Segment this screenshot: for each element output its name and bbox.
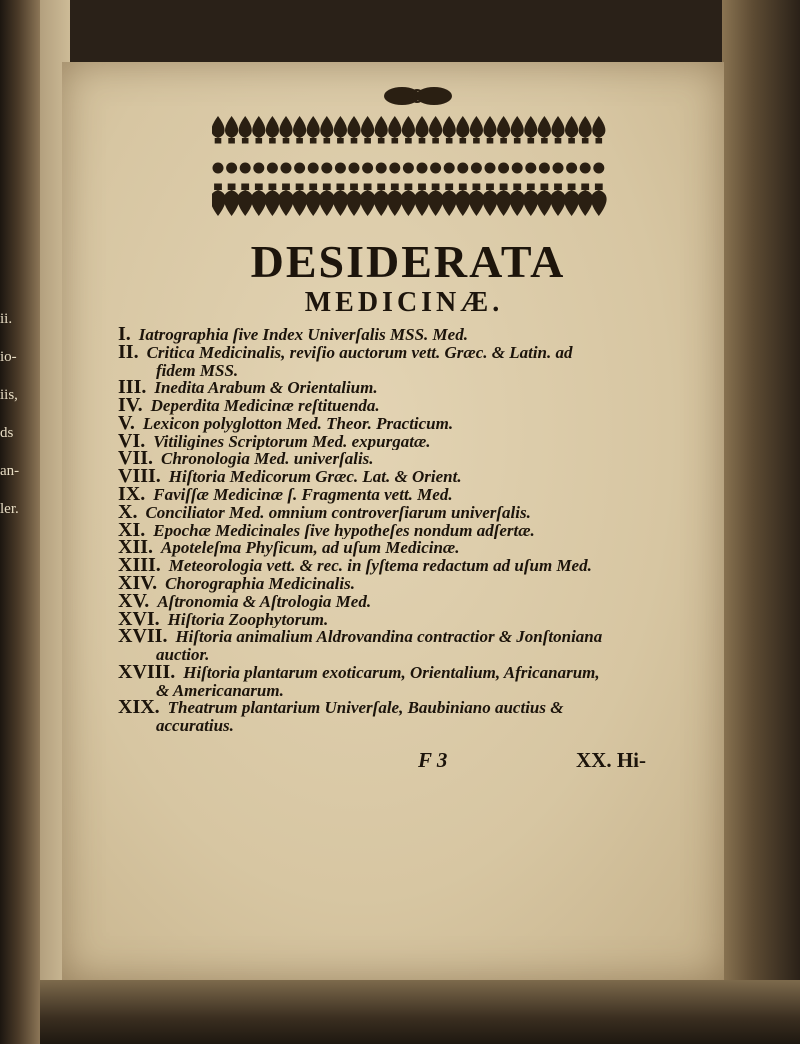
entry-number: II. [118,343,139,362]
ornament-dot-icon [471,163,482,174]
list-item [118,397,678,415]
fleuron-icon [212,184,226,217]
ornament-dot-icon [294,163,305,174]
fleuron-icon [224,184,240,217]
list-item [118,486,678,504]
entry-number: IV. [118,397,143,415]
previous-page-margin-text [0,300,30,528]
ornament-dot-icon [444,163,455,174]
margin-fragment: iis, [0,387,18,403]
fleuron-icon [360,184,376,217]
ornament-dot-icon [553,163,564,174]
ornament-dot-icon [498,163,509,174]
fleuron-icon [523,184,539,217]
fleuron-icon [333,184,349,217]
fleuron-icon [279,116,292,144]
ornament-dot-icon [593,163,604,174]
margin-fragment: ler. [0,501,19,517]
list-item [118,433,678,451]
desiderata-list [118,326,678,735]
fleuron-icon [591,184,607,217]
fleuron-icon [388,116,401,144]
page-title: DESIDERATA [250,236,566,287]
ornament-dot-icon [430,163,441,174]
entry-text: Deperdita Medicinæ reſtituenda. [150,397,380,415]
ornament-dot-icon [281,163,292,174]
fleuron-icon [524,116,537,144]
entry-number: XVI. [118,610,160,629]
margin-fragment: ds [0,425,14,441]
fleuron-icon [347,116,360,144]
entry-text: Vitiligines Scriptorum Med. expurgatæ. [153,432,431,451]
fleuron-icon [293,116,306,144]
fleuron-icon [564,184,580,217]
fleuron-icon [577,184,593,217]
fleuron-icon [239,116,252,144]
entry-number: XVII. [118,628,168,647]
book-edge-right [722,0,800,1044]
list-item [118,664,678,682]
ornament-dot-icon [539,163,550,174]
fleuron-icon [334,116,347,144]
ornament-dot-icon [335,163,346,174]
list-item [118,699,678,717]
fleuron-icon [225,116,238,144]
list-item [118,539,678,557]
ornament-dot-icon [417,163,428,174]
ornament-dot-icon [308,163,319,174]
fleuron-icon [483,116,496,144]
signature-mark: F 3 [418,748,448,772]
ornament-dot-icon [240,163,251,174]
entry-number: III. [118,379,147,398]
fleuron-icon [320,116,333,144]
fleuron-icon [470,116,483,144]
entry-text: Chorographia Medicinalis. [165,574,355,593]
entry-text: Conciliator Med. omnium controverſiarum univerſalis. [145,503,531,522]
margin-fragment: io- [0,349,17,365]
fleuron-icon [592,116,605,144]
entry-number: XIII. [118,557,161,575]
ornament-dot-icon [389,163,400,174]
entry-text: Hiſtoria animalium Aldrovandina contractior & Jonſtoniana [175,628,603,647]
fleuron-icon [212,116,225,144]
fleuron-icon [292,184,308,217]
list-item [118,557,678,575]
entry-text: Lexicon polyglotton Med. Theor. Practicum. [142,414,454,433]
ornament-dot-icon [321,163,332,174]
fleuron-icon [511,116,524,144]
fleuron-icon [455,184,471,217]
entry-number: VI. [118,432,146,451]
ornament-dot-icon [566,163,577,174]
list-item [118,628,678,646]
ornament-dot-icon [226,163,237,174]
fleuron-icon [237,184,253,217]
ornamental-headpiece [212,86,612,234]
list-item [118,522,678,540]
entry-number: XVIII. [118,663,176,682]
fleuron-icon [550,184,566,217]
entry-number: IX. [118,486,146,504]
fleuron-icon [252,116,265,144]
fleuron-icon [443,116,456,144]
fleuron-icon [361,116,374,144]
entry-number: VII. [118,450,154,469]
entry-text: Inedita Arabum & Orientalium. [154,379,378,398]
fleuron-icon [456,116,469,144]
fleuron-icon [265,184,281,217]
entry-number: X. [118,503,138,522]
ornament-dot-icon [253,163,264,174]
list-item [118,593,678,611]
entry-number: I. [118,326,131,344]
ornament-dot-icon [403,163,414,174]
fleuron-icon [375,116,388,144]
entry-text: Faviſſæ Medicinæ ſ. Fragmenta vett. Med. [153,486,453,504]
fleuron-icon [319,184,335,217]
fleuron-icon [266,116,279,144]
list-item [118,344,678,362]
fleuron-icon [497,116,510,144]
margin-fragment: ii. [0,311,13,327]
ornament-dot-icon [485,163,496,174]
fleuron-icon [402,116,415,144]
ornament-dot-icon [512,163,523,174]
ornament-dot-icon [213,163,224,174]
entry-continuation: accuratius. [156,717,234,735]
fleuron-icon [565,116,578,144]
list-item [118,415,678,433]
entry-text: Hiſtoria plantarum exoticarum, Orientalium, Africanarum, [183,663,600,682]
catchword: XX. Hi- [576,748,646,772]
entry-number: V. [118,414,135,433]
fleuron-icon [373,184,389,217]
entry-number: XV. [118,592,150,611]
fleuron-icon [278,184,294,217]
margin-fragment: an- [0,463,20,479]
entry-number: XIV. [118,574,158,593]
fleuron-icon [307,116,320,144]
list-item [118,575,678,593]
fleuron-icon [538,116,551,144]
fleuron-icon [414,184,430,217]
entry-continuation: fidem MSS. [156,361,239,380]
entry-text: Aſtronomia & Aſtrologia Med. [157,592,372,611]
list-item [118,468,678,486]
fleuron-icon [346,184,362,217]
entry-text: Hiſtoria Zoophytorum. [167,610,329,629]
ornament-dot-icon [580,163,591,174]
ornament-dot-icon [376,163,387,174]
entry-number: XI. [118,521,146,540]
entry-text: Apoteleſma Phyſicum, ad uſum Medicinæ. [161,539,460,558]
fleuron-icon [496,184,512,217]
fleuron-icon [579,116,592,144]
entry-text: Critica Medicinalis, reviſio auctorum vett. Græc. & Latin. ad [146,343,573,362]
fleuron-icon [551,116,564,144]
fleuron-icon [509,184,525,217]
book-edge-bottom [40,980,800,1044]
page-footer [0,748,800,778]
fleuron-icon [401,184,417,217]
fleuron-icon [441,184,457,217]
list-item [118,504,678,522]
fleuron-icon [469,184,485,217]
entry-text: Iatrographia ſive Index Univerſalis MSS. Med. [138,326,468,344]
entry-text: Hiſtoria Medicorum Græc. Lat. & Orient. [168,468,462,487]
ornament-dot-icon [362,163,373,174]
headpiece-ornament-icon [212,86,612,234]
entry-continuation: auctior. [156,646,210,664]
ornament-dot-icon [457,163,468,174]
entry-number: VIII. [118,468,161,487]
list-item [118,450,678,468]
ornament-dot-icon [349,163,360,174]
entry-text: Chronologia Med. univerſalis. [161,450,374,469]
fleuron-icon [429,116,442,144]
fleuron-icon [537,184,553,217]
ornament-dot-icon [267,163,278,174]
list-item [118,611,678,629]
list-item [118,326,678,344]
page-subtitle: MEDICINÆ. [304,287,504,318]
fleuron-icon [305,184,321,217]
entry-continuation: & Americanarum. [156,681,284,700]
entry-text: Theatrum plantarium Univerſale, Baubiniano auctius & [167,699,564,718]
entry-text: Meteorologia vett. & rec. in ſyſtema redactum ad uſum Med. [168,557,592,575]
fleuron-icon [482,184,498,217]
entry-text: Epochæ Medicinales ſive hypotheſes nondum adſertæ. [153,521,535,540]
list-item [118,379,678,397]
entry-number: XII. [118,539,154,558]
fleuron-icon [415,116,428,144]
entry-number: XIX. [118,699,160,718]
fleuron-icon [387,184,403,217]
fleuron-icon [251,184,267,217]
ornament-dot-icon [525,163,536,174]
fleuron-icon [428,184,444,217]
